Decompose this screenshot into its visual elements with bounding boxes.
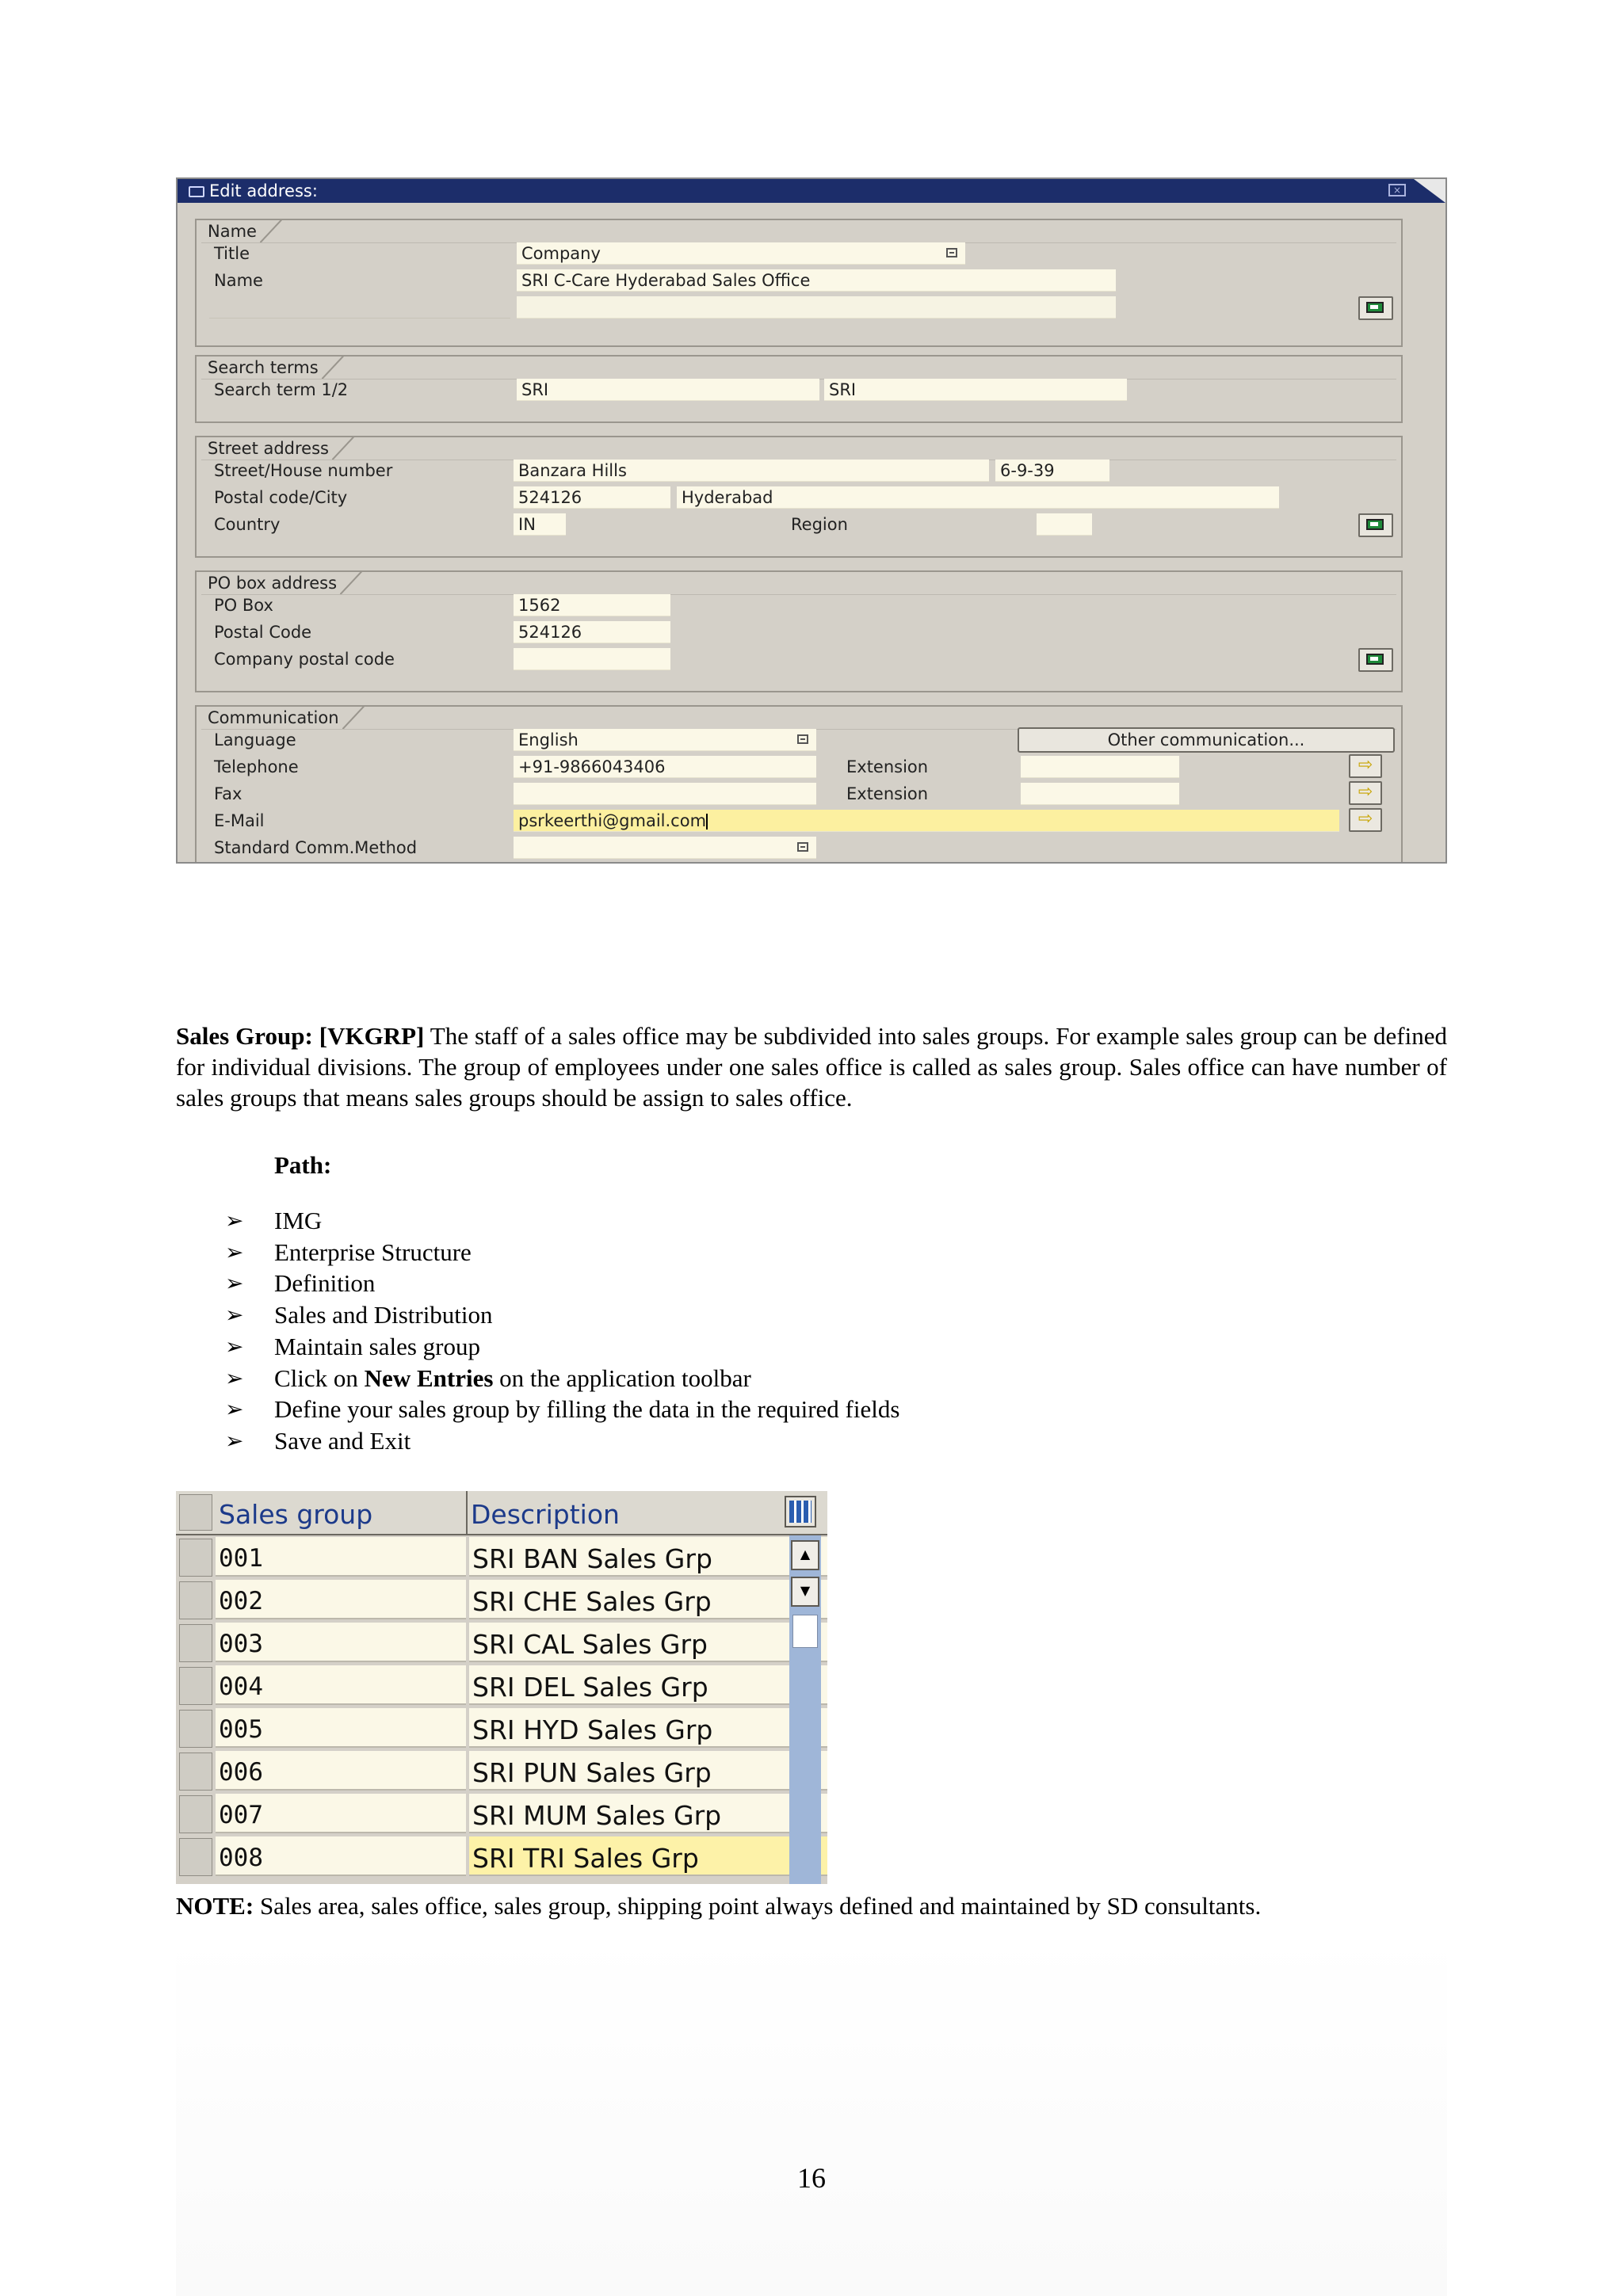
telephone-value: +91-9866043406 xyxy=(518,757,666,776)
telephone-field[interactable] xyxy=(514,756,816,778)
group-search-terms xyxy=(195,355,1403,423)
row-selector[interactable] xyxy=(179,1539,212,1577)
step-text: Sales and Distribution xyxy=(274,1301,493,1329)
search-term-1-value: SRI xyxy=(521,380,549,399)
group-communication xyxy=(195,705,1403,864)
language-label: Language xyxy=(214,730,296,749)
group-street-address xyxy=(195,436,1403,558)
step-text: Definition xyxy=(274,1269,376,1298)
pobox-label: PO Box xyxy=(214,596,273,615)
more-pobox-fields-button[interactable] xyxy=(1358,648,1393,672)
language-field[interactable] xyxy=(514,729,816,751)
title-value: Company xyxy=(521,244,601,263)
table-scrollbar[interactable] xyxy=(789,1535,821,1884)
pobox-postal-field[interactable] xyxy=(514,621,670,643)
group-search-header: Search terms xyxy=(195,355,342,377)
row-selector[interactable] xyxy=(179,1753,212,1791)
arrow-bullet-icon: ➢ xyxy=(225,1302,244,1329)
more-fields-icon xyxy=(1366,519,1384,530)
name-label: Name xyxy=(214,271,263,290)
page-number: 16 xyxy=(797,2162,826,2194)
page-background-tint xyxy=(176,1933,1447,2296)
comm-method-label: Standard Comm.Method xyxy=(214,838,418,857)
sales-group-cell[interactable] xyxy=(216,1836,466,1876)
sales-group-description: SRI MUM Sales Grp xyxy=(472,1800,722,1831)
group-name-header: Name xyxy=(195,219,281,241)
sales-group-description: SRI TRI Sales Grp xyxy=(472,1843,699,1874)
close-icon[interactable]: × xyxy=(1388,184,1406,196)
dropdown-icon[interactable] xyxy=(946,248,957,257)
more-street-fields-button[interactable] xyxy=(1358,513,1393,537)
group-communication-header: Communication xyxy=(195,705,363,727)
sales-group-table xyxy=(176,1491,827,1884)
yellow-arrow-icon: ⇨ xyxy=(1358,809,1373,829)
sales-group-description: SRI CHE Sales Grp xyxy=(472,1586,712,1617)
arrow-bullet-icon: ➢ xyxy=(225,1207,244,1234)
table-row[interactable] xyxy=(176,1535,827,1578)
company-postal-label: Company postal code xyxy=(214,650,395,669)
sales-group-description: The staff of a sales office may be subdivided into sales groups. For example sales group can be defined for individual divisions. The group of employees under one sales office is called as sales group. Sales office can have number of sales groups that means sales groups should be assign to sales office. xyxy=(176,1022,1447,1112)
dialog-titlebar xyxy=(178,179,1445,203)
group-po-box xyxy=(195,570,1403,692)
table-header xyxy=(176,1491,827,1535)
sales-group-code: 006 xyxy=(219,1758,263,1787)
email-field[interactable] xyxy=(514,810,1339,832)
row-selector[interactable] xyxy=(179,1581,212,1619)
country-value: IN xyxy=(518,515,536,534)
description-cell[interactable] xyxy=(469,1580,827,1619)
email-more-button[interactable] xyxy=(1349,808,1382,832)
sales-group-code: 001 xyxy=(219,1544,263,1573)
yellow-arrow-icon: ⇨ xyxy=(1358,755,1373,775)
table-row[interactable] xyxy=(176,1664,827,1707)
telephone-extension-label: Extension xyxy=(846,757,929,776)
search-term-2-value: SRI xyxy=(829,380,857,399)
communication-row-language xyxy=(197,727,1401,756)
sales-group-paragraph xyxy=(176,1020,1447,1113)
company-postal-field[interactable] xyxy=(514,648,670,670)
region-label: Region xyxy=(791,515,848,534)
row-selector[interactable] xyxy=(179,1710,212,1748)
path-heading: Path: xyxy=(274,1151,332,1179)
name-value: SRI C-Care Hyderabad Sales Office xyxy=(521,271,811,290)
row-selector[interactable] xyxy=(179,1838,212,1876)
text-cursor xyxy=(706,814,708,830)
row-selector[interactable] xyxy=(179,1624,212,1662)
path-step xyxy=(225,1299,899,1331)
postal-code-field[interactable] xyxy=(514,486,670,509)
description-cell[interactable] xyxy=(469,1836,827,1876)
name-field[interactable] xyxy=(517,269,1116,292)
step-text: Save and Exit xyxy=(274,1426,411,1455)
title-label: Title xyxy=(214,244,250,263)
fax-more-button[interactable] xyxy=(1349,781,1382,805)
table-settings-icon[interactable] xyxy=(785,1496,816,1527)
more-fields-icon xyxy=(1366,654,1384,665)
arrow-bullet-icon: ➢ xyxy=(225,1333,244,1360)
step-text-pre: Click on xyxy=(274,1363,365,1392)
sales-group-code: 005 xyxy=(219,1715,263,1744)
sales-group-cell[interactable] xyxy=(216,1623,466,1662)
path-step xyxy=(225,1363,899,1394)
column-header-description[interactable] xyxy=(468,1491,827,1534)
path-step xyxy=(225,1394,899,1425)
row-selector[interactable] xyxy=(179,1667,212,1705)
search-term-1-field[interactable] xyxy=(517,379,819,401)
arrow-bullet-icon: ➢ xyxy=(225,1364,244,1391)
fax-label: Fax xyxy=(214,784,242,803)
sales-group-description: SRI PUN Sales Grp xyxy=(472,1757,712,1788)
scroll-up-icon[interactable]: ▲ xyxy=(791,1540,819,1570)
arrow-bullet-icon: ➢ xyxy=(225,1396,244,1423)
street-field[interactable] xyxy=(514,460,989,482)
group-street-header: Street address xyxy=(195,436,353,458)
note-paragraph xyxy=(176,1890,1261,1921)
dialog-title: Edit address: xyxy=(209,181,318,200)
sales-group-code: 004 xyxy=(219,1672,263,1701)
yellow-arrow-icon: ⇨ xyxy=(1358,782,1373,802)
more-fields-icon xyxy=(1366,302,1384,313)
sales-group-description: SRI CAL Sales Grp xyxy=(472,1629,708,1660)
scroll-down-icon[interactable]: ▼ xyxy=(791,1577,819,1607)
table-row[interactable] xyxy=(176,1578,827,1621)
description-cell[interactable] xyxy=(469,1537,827,1577)
postal-city-label: Postal code/City xyxy=(214,488,348,507)
path-step xyxy=(225,1425,899,1457)
group-rule xyxy=(201,594,1396,595)
path-step xyxy=(225,1205,899,1237)
telephone-more-button[interactable] xyxy=(1349,754,1382,778)
title-field[interactable] xyxy=(517,242,965,265)
table-row[interactable] xyxy=(176,1835,827,1878)
pobox-postal-label: Postal Code xyxy=(214,623,312,642)
arrow-bullet-icon: ➢ xyxy=(225,1427,244,1454)
description-cell[interactable] xyxy=(469,1665,827,1705)
path-steps xyxy=(225,1205,899,1457)
sales-group-description: SRI BAN Sales Grp xyxy=(472,1543,712,1574)
note-text: Sales area, sales office, sales group, shipping point always defined and maintained by SD consultants. xyxy=(254,1892,1262,1920)
name2-field[interactable] xyxy=(517,296,1116,318)
table-row[interactable] xyxy=(176,1749,827,1792)
header-text: Sales group xyxy=(219,1499,373,1530)
sales-group-code: 007 xyxy=(219,1801,263,1829)
sales-group-cell[interactable] xyxy=(216,1794,466,1833)
telephone-label: Telephone xyxy=(214,757,299,776)
name2-label-area xyxy=(209,296,510,318)
pobox-field[interactable] xyxy=(514,594,670,616)
sales-group-cell[interactable] xyxy=(216,1708,466,1748)
table-row[interactable] xyxy=(176,1621,827,1664)
fax-field[interactable] xyxy=(514,783,816,805)
step-text: Define your sales group by filling the data in the required fields xyxy=(274,1395,900,1424)
sales-group-description: SRI HYD Sales Grp xyxy=(472,1714,713,1745)
titlebar-corner xyxy=(1414,179,1445,203)
language-value: English xyxy=(518,730,579,749)
description-cell[interactable] xyxy=(469,1623,827,1662)
step-text: Maintain sales group xyxy=(274,1332,481,1360)
house-number-value: 6-9-39 xyxy=(1000,461,1055,480)
telephone-extension-field[interactable] xyxy=(1021,756,1179,778)
table-row[interactable] xyxy=(176,1792,827,1835)
comm-method-field[interactable] xyxy=(514,837,816,859)
other-communication-button[interactable]: Other communication... xyxy=(1018,727,1395,753)
sales-group-description: SRI DEL Sales Grp xyxy=(472,1672,708,1703)
scroll-thumb[interactable] xyxy=(792,1615,818,1648)
sales-group-term: Sales Group: [VKGRP] xyxy=(176,1022,425,1050)
sales-group-cell[interactable] xyxy=(216,1580,466,1619)
path-step xyxy=(225,1237,899,1268)
street-label: Street/House number xyxy=(214,461,393,480)
search-term-2-field[interactable] xyxy=(824,379,1127,401)
street-value: Banzara Hills xyxy=(518,461,627,480)
path-step xyxy=(225,1268,899,1299)
house-number-field[interactable] xyxy=(995,460,1109,482)
header-text: Description xyxy=(471,1499,620,1530)
window-icon xyxy=(189,186,204,197)
city-field[interactable] xyxy=(677,486,1279,509)
region-field[interactable] xyxy=(1037,513,1092,536)
arrow-bullet-icon: ➢ xyxy=(225,1238,244,1265)
country-field[interactable] xyxy=(514,513,566,536)
dropdown-icon[interactable] xyxy=(797,734,808,744)
step-text: Enterprise Structure xyxy=(274,1238,472,1266)
table-row[interactable] xyxy=(176,1707,827,1749)
group-pobox-header: PO box address xyxy=(195,570,361,593)
email-label: E-Mail xyxy=(214,811,265,830)
description-cell[interactable] xyxy=(469,1794,827,1833)
step-text: IMG xyxy=(274,1207,323,1234)
row-selector[interactable] xyxy=(179,1795,212,1833)
more-name-fields-button[interactable] xyxy=(1358,296,1393,320)
postal-code-value: 524126 xyxy=(518,488,582,507)
fax-extension-label: Extension xyxy=(846,784,929,803)
path-step xyxy=(225,1331,899,1363)
note-label: NOTE: xyxy=(176,1892,254,1920)
country-label: Country xyxy=(214,515,281,534)
pobox-value: 1562 xyxy=(518,596,561,615)
edit-address-dialog xyxy=(176,177,1447,864)
fax-extension-field[interactable] xyxy=(1021,783,1179,805)
sales-group-cell[interactable] xyxy=(216,1537,466,1577)
column-header-sales-group[interactable] xyxy=(216,1491,468,1534)
group-name xyxy=(195,219,1403,347)
description-cell[interactable] xyxy=(469,1751,827,1791)
dropdown-icon[interactable] xyxy=(797,842,808,852)
new-entries-term: New Entries xyxy=(364,1363,494,1392)
description-cell[interactable] xyxy=(469,1708,827,1748)
search-term-label: Search term 1/2 xyxy=(214,380,349,399)
select-all-button[interactable] xyxy=(179,1494,212,1531)
email-value: psrkeerthi@gmail.com xyxy=(518,811,707,830)
step-text-post: on the application toolbar xyxy=(493,1363,751,1392)
sales-group-code: 002 xyxy=(219,1587,263,1615)
sales-group-code: 008 xyxy=(219,1844,263,1872)
sales-group-code: 003 xyxy=(219,1630,263,1658)
sales-group-cell[interactable] xyxy=(216,1665,466,1705)
arrow-bullet-icon: ➢ xyxy=(225,1270,244,1297)
pobox-postal-value: 524126 xyxy=(518,623,582,642)
city-value: Hyderabad xyxy=(682,488,773,507)
sales-group-cell[interactable] xyxy=(216,1751,466,1791)
